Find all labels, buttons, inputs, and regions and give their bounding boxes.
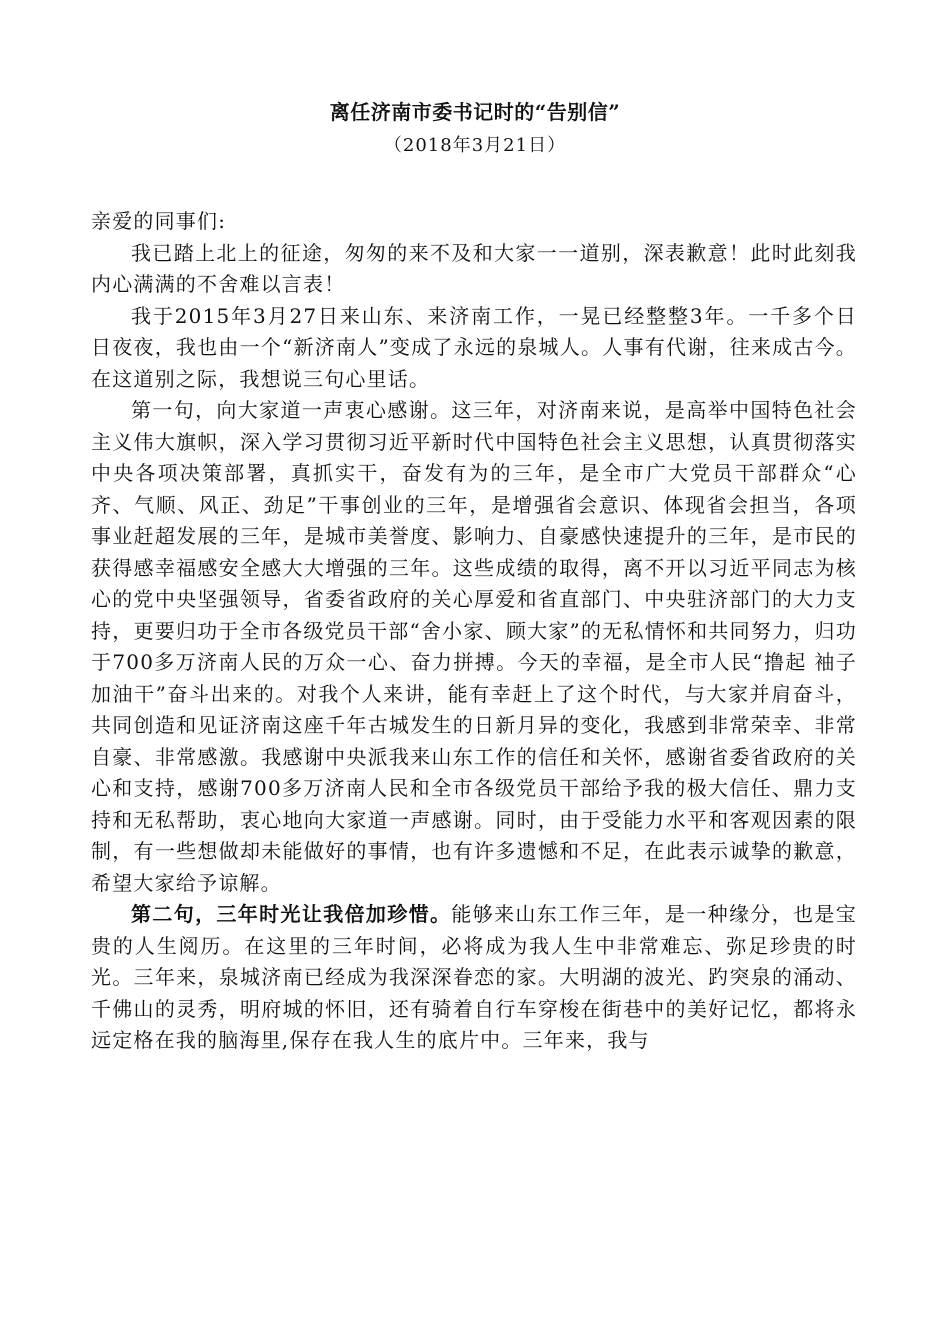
paragraph-3 — [91, 395, 857, 899]
paragraph-text: 能够来山东工作三年，是一种缘分，也是宝贵的人生阅历。在这里的三年时间，必将成为我人生中非常难忘、弥足珍贵的时光。三年来，泉城济南已经成为我深深眷恋的家。大明湖的波光、趵突泉的涌动、千佛山的灵秀，明府城的怀旧，还有骑着自行车穿梭在街巷中的美好记忆，都将永远定格在我的脑海里,保存在我人生的底片中。三年来，我与 — [91, 902, 857, 1052]
paragraph-2 — [91, 301, 857, 396]
paragraph-text: 我已踏上北上的征途，匆匆的来不及和大家一一道别，深表歉意！此时此刻我内心满满的不舍难以言表！ — [91, 240, 857, 296]
paragraph-text: 第一句，向大家道一声衷心感谢。这三年，对济南来说，是高举中国特色社会主义伟大旗帜，深入学习贯彻习近平新时代中国特色社会主义思想，认真贯彻落实中央各项决策部署，真抓实干，奋发有为的三年，是全市广大党员干部群众“心齐、气顺、风正、劲足”干事创业的三年，是增强省会意识、体现省会担当，各项事业赶超发展的三年，是城市美誉度、影响力、自豪感快速提升的三年，是市民的获得感幸福感安全感大大增强的三年。这些成绩的取得，离不开以习近平同志为核心的党中央坚强领导，省委省政府的关心厚爱和省直部门、中央驻济部门的大力支持，更要归功于全市各级党员干部“舍小家、顾大家”的无私情怀和共同努力，归功于700多万济南人民的万众一心、奋力拼搏。今天的幸福，是全市人民“撸起 袖子加油干”奋斗出来的。对我个人来讲，能有幸赶上了这个时代，与大家并肩奋斗，共同创造和见证济南这座千年古城发生的日新月异的变化，我感到非常荣幸、非常自豪、非常感激。我感谢中央派我来山东工作的信任和关怀，感谢省委省政府的关心和支持，感谢700多万济南人民和全市各级党员干部给予我的极大信任、鼎力支持和无私帮助，衷心地向大家道一声感谢。同时，由于受能力水平和客观因素的限制，有一些想做却未能做好的事情，也有许多遗憾和不足，在此表示诚挚的歉意，希望大家给予谅解。 — [91, 398, 857, 895]
document-date: （2018年3月21日） — [383, 135, 567, 156]
letter-body — [91, 206, 857, 1057]
paragraph-lead: 第二句，三年时光让我倍加珍惜。 — [131, 902, 452, 926]
paragraph-4 — [91, 899, 857, 1057]
paragraph-text: 我于2015年3月27日来山东、来济南工作，一晃已经整整3年。一千多个日日夜夜，我也由一个“新济南人”变成了永远的泉城人。人事有代谢，往来成古今。在这道别之际，我想说三句心里话。 — [91, 303, 857, 391]
document-title: 离任济南市委书记时的“告别信” — [329, 100, 621, 124]
salutation: 亲爱的同事们: — [91, 209, 227, 233]
paragraph-1 — [91, 238, 857, 301]
